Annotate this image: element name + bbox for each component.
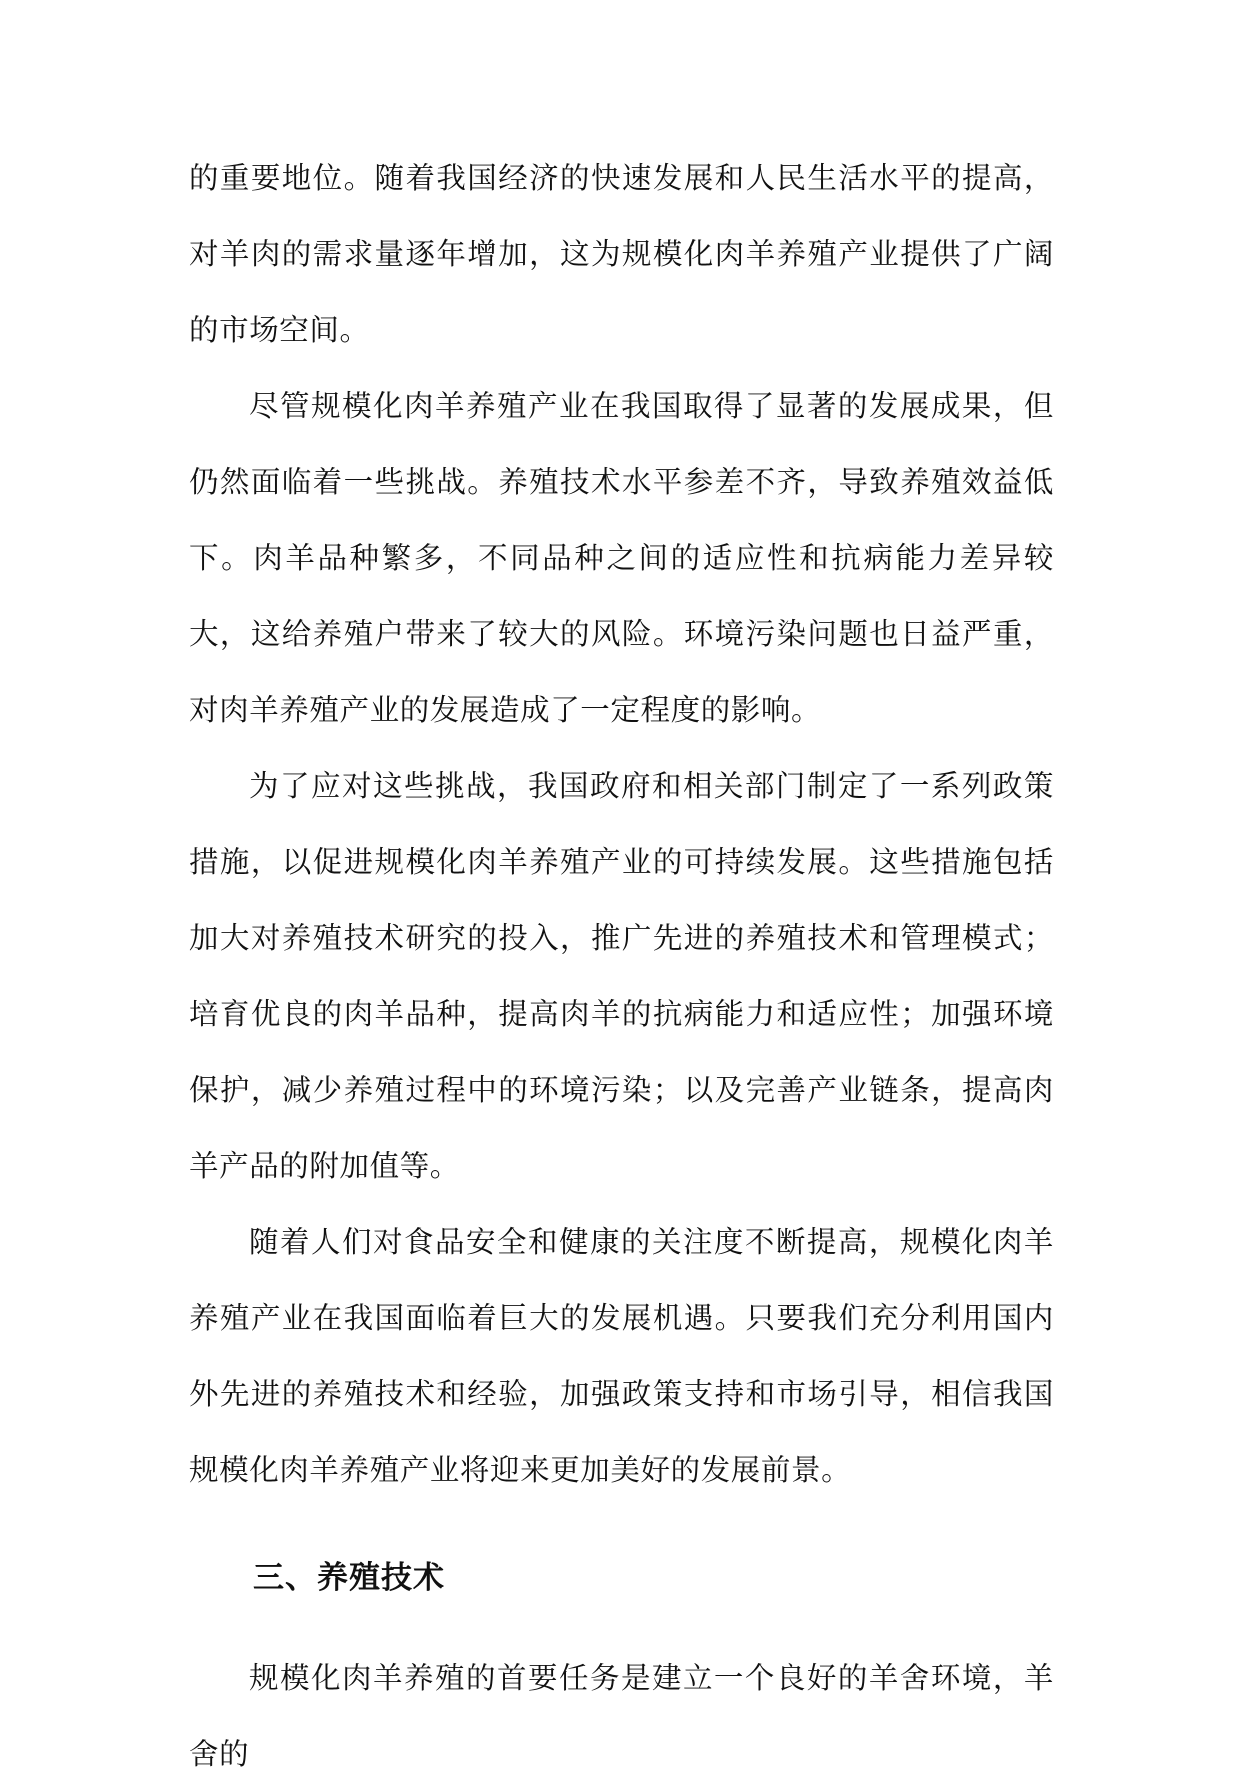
- section-heading: 三、养殖技术: [253, 1560, 445, 1596]
- paragraph-continuation: 的重要地位。随着我国经济的快速发展和人民生活水平的提高，对羊肉的需求量逐年增加，这为规模化肉羊养殖产业提供了广阔的市场空间。: [189, 161, 1054, 347]
- paragraph-challenges: 尽管规模化肉羊养殖产业在我国取得了显著的发展成果，但仍然面临着一些挑战。养殖技术水平参差不齐，导致养殖效益低下。肉羊品种繁多，不同品种之间的适应性和抗病能力差异较大，这给养殖户带来了较大的风险。环境污染问题也日益严重，对肉羊养殖产业的发展造成了一定程度的影响。: [189, 389, 1054, 727]
- paragraph-policy-measures: 为了应对这些挑战，我国政府和相关部门制定了一系列政策措施，以促进规模化肉羊养殖产业的可持续发展。这些措施包括加大对养殖技术研究的投入，推广先进的养殖技术和管理模式；培育优良的肉羊品种，提高肉羊的抗病能力和适应性；加强环境保护，减少养殖过程中的环境污染；以及完善产业链条，提高肉羊产品的附加值等。: [189, 769, 1054, 1183]
- paragraph-opportunities: 随着人们对食品安全和健康的关注度不断提高，规模化肉羊养殖产业在我国面临着巨大的发展机遇。只要我们充分利用国内外先进的养殖技术和经验，加强政策支持和市场引导，相信我国规模化肉羊养殖产业将迎来更加美好的发展前景。: [189, 1225, 1054, 1487]
- document-body: [189, 140, 1054, 1792]
- paragraph-section-intro: 规模化肉羊养殖的首要任务是建立一个良好的羊舍环境，羊舍的: [189, 1661, 1054, 1771]
